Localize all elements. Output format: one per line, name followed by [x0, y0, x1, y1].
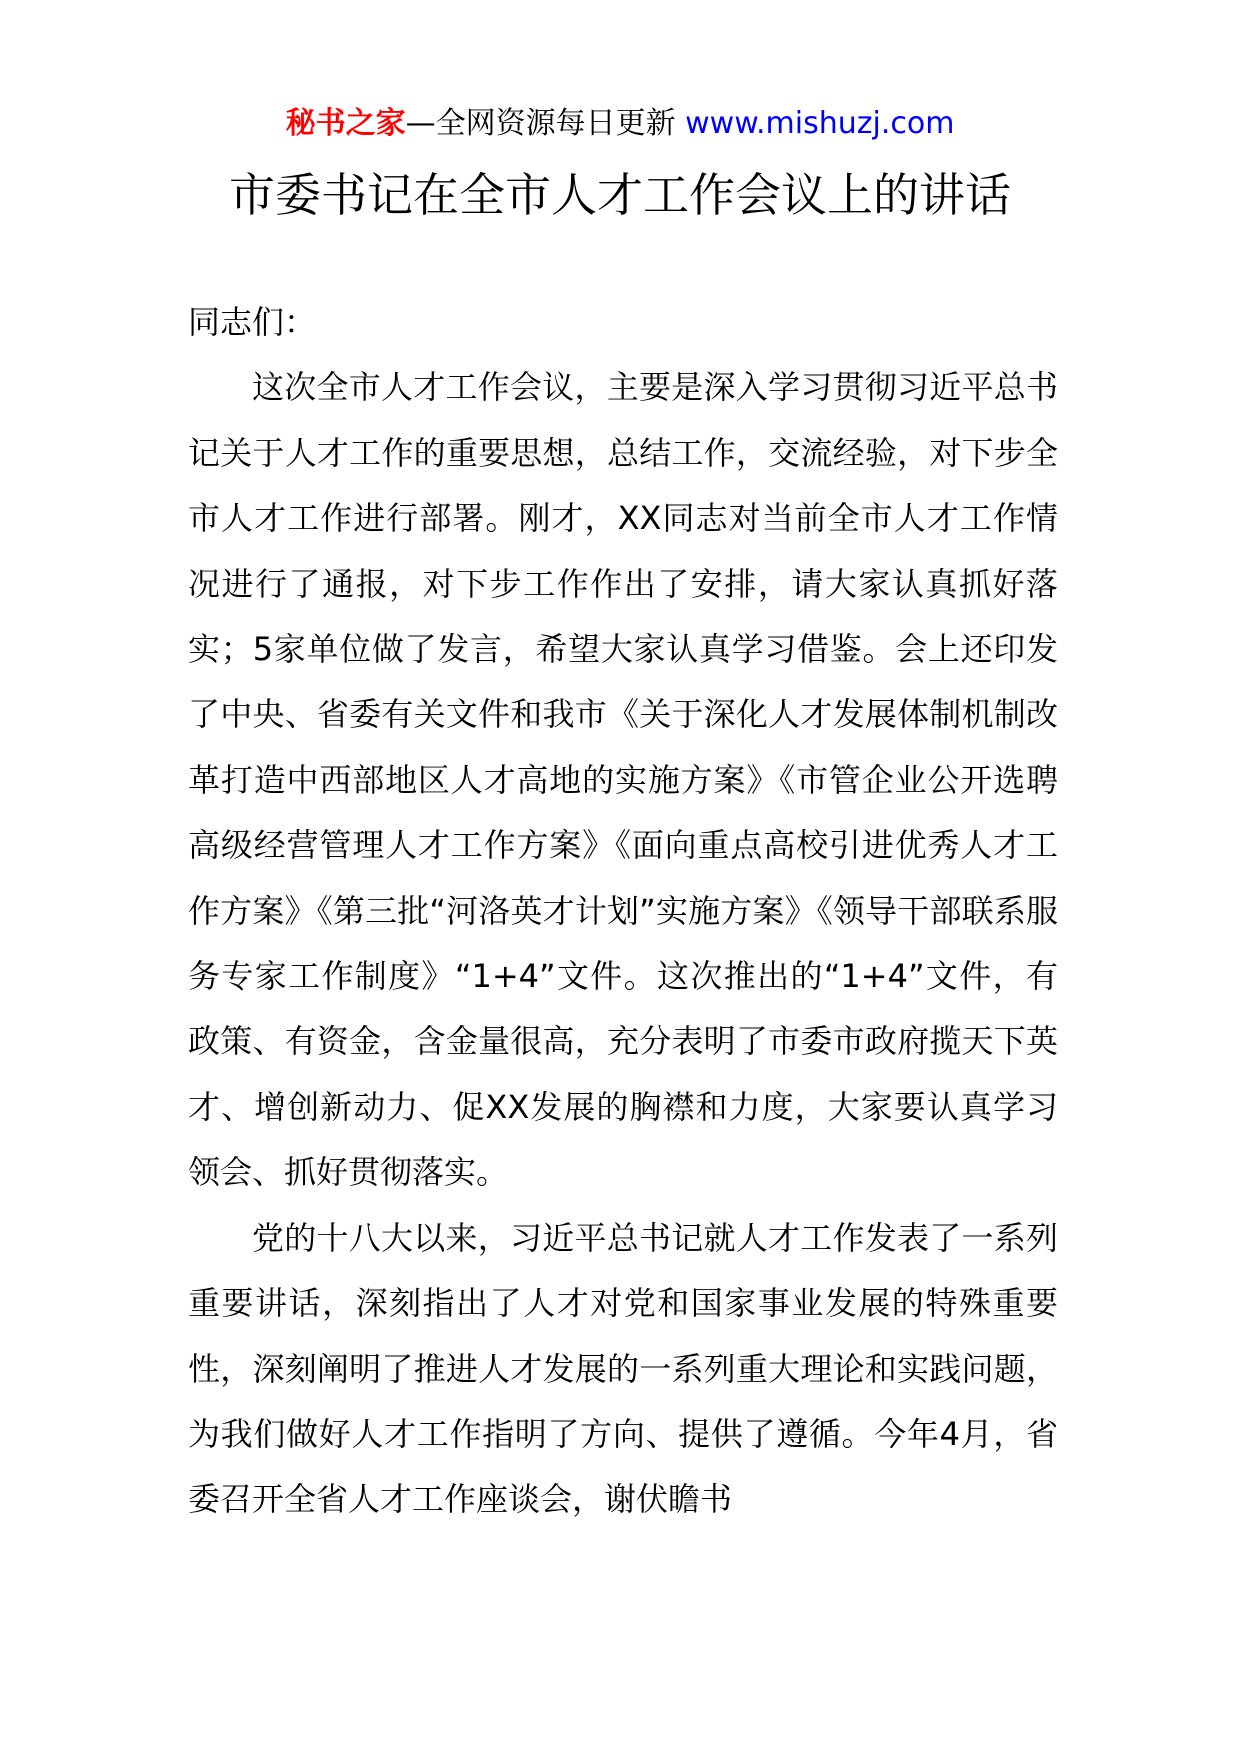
document-body — [188, 290, 1058, 1533]
brand-name: 秘书之家 — [285, 106, 406, 141]
paragraph: 这次全市人才工作会议，主要是深入学习贯彻习近平总书记关于人才工作的重要思想，总结工作，交流经验，对下步全市人才工作进行部署。刚才，XX同志对当前全市人才工作情况进行了通报，对下步工作作出了安排，请大家认真抓好落实；5家单位做了发言，希望大家认真学习借鉴。会上还印发了中央、省委有关文件和我市《关于深化人才发展体制机制改革打造中西部地区人才高地的实施方案》《市管企业公开选聘高级经营管理人才工作方案》《面向重点高校引进优秀人才工作方案》《第三批“河洛英才计划”实施方案》《领导干部联系服务专家工作制度》“1+4”文件。这次推出的“1+4”文件，有政策、有资金，含金量很高，充分表明了市委市政府揽天下英才、增创新动力、促XX发展的胸襟和力度，大家要认真学习领会、抓好贯彻落实。 — [188, 368, 1058, 1192]
watermark-header — [0, 98, 1240, 150]
document-title: 市委书记在全市人才工作会议上的讲话 — [229, 168, 1011, 222]
paragraph: 党的十八大以来，习近平总书记就人才工作发表了一系列重要讲话，深刻指出了人才对党和国家事业发展的特殊重要性，深刻阐明了推进人才发展的一系列重大理论和实践问题，为我们做好人才工作指明了方向、提供了遵循。今年4月，省委召开全省人才工作座谈会，谢伏瞻书 — [188, 1218, 1058, 1519]
header-tagline: —全网资源每日更新 — [405, 106, 676, 141]
site-url: www.mishuzj.com — [685, 106, 955, 141]
salutation: 同志们： — [188, 303, 317, 341]
